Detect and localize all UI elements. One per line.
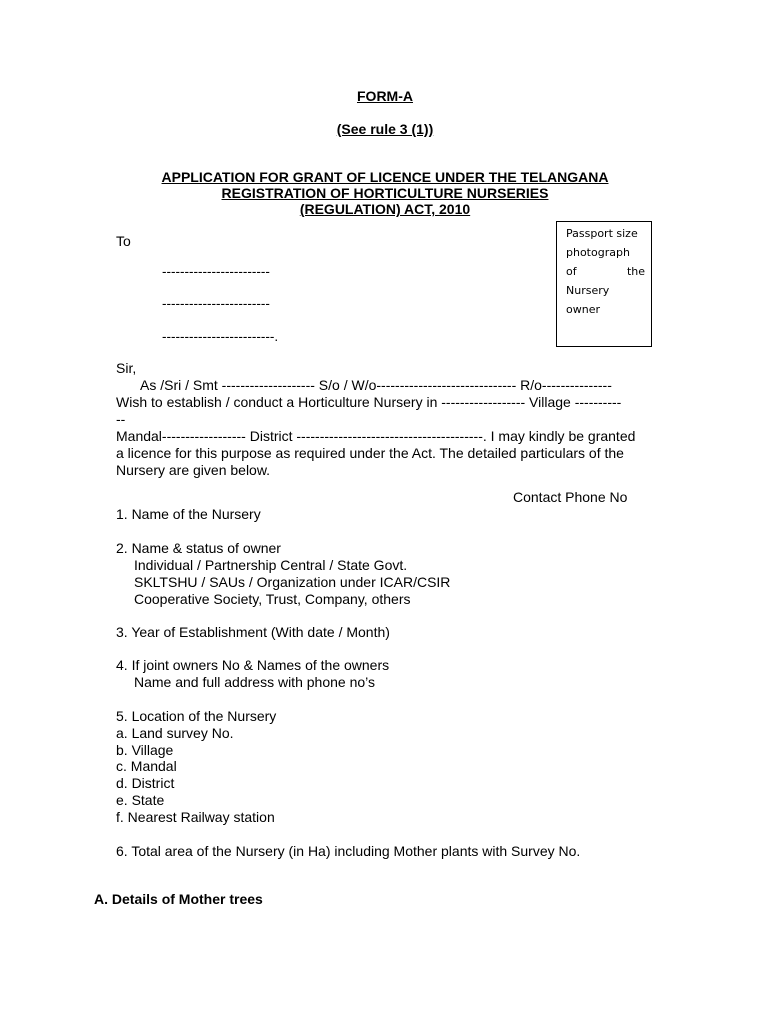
item-5-location: 5. Location of the Nursery — [116, 708, 277, 724]
to-label: To — [116, 233, 131, 249]
item-5-sub-a: a. Land survey No. — [116, 725, 234, 741]
photo-box-line-3a: of — [566, 265, 577, 278]
photo-box-line-3 — [566, 262, 645, 281]
photo-box-line-2: photograph — [566, 246, 630, 259]
address-line-2: ------------------------ — [162, 296, 270, 311]
address-line-1: ------------------------ — [162, 264, 270, 279]
letter-line-2: Wish to establish / conduct a Horticulture Nursery in ------------------ Village ---------- — [116, 394, 622, 410]
rule-reference: (See rule 3 (1)) — [336, 121, 434, 137]
photo-box-line-3b: the — [626, 265, 645, 278]
heading-line-3: (REGULATION) ACT, 2010 — [299, 201, 471, 217]
address-line-3: -------------------------. — [162, 329, 279, 344]
letter-line-4: Mandal------------------ District ----------------------------------------. I may kindly be granted — [116, 428, 636, 444]
item-2-owner-status: 2. Name & status of owner — [116, 540, 281, 556]
contact-phone-label: Contact Phone No — [513, 489, 628, 505]
item-4-joint-owners: 4. If joint owners No & Names of the owners — [116, 657, 390, 673]
item-5-sub-d: d. District — [116, 775, 175, 791]
heading-line-1: APPLICATION FOR GRANT OF LICENCE UNDER THE TELANGANA — [161, 169, 609, 185]
item-5-sub-f: f. Nearest Railway station — [116, 809, 275, 825]
letter-line-1: As /Sri / Smt -------------------- S/o / W/o------------------------------ R/o--------------- — [140, 377, 612, 393]
form-title: FORM-A — [357, 88, 413, 104]
item-2-sub-1: Individual / Partnership Central / State Govt. — [134, 557, 408, 573]
photo-box-line-4: Nursery — [566, 284, 610, 297]
item-6-total-area: 6. Total area of the Nursery (in Ha) including Mother plants with Survey No. — [116, 843, 581, 859]
photo-box-line-1: Passport size — [566, 227, 638, 240]
item-3-year-established: 3. Year of Establishment (With date / Month) — [116, 624, 390, 640]
letter-body — [116, 377, 697, 479]
item-5-sub-e: e. State — [116, 792, 165, 808]
letter-line-5: a licence for this purpose as required under the Act. The detailed particulars of the — [116, 445, 624, 461]
item-5-sub-b: b. Village — [116, 742, 174, 758]
heading-line-2: REGISTRATION OF HORTICULTURE NURSERIES — [221, 185, 549, 201]
passport-photo-box — [556, 221, 652, 347]
item-2-sub-3: Cooperative Society, Trust, Company, others — [134, 591, 411, 607]
item-4-sub: Name and full address with phone no’s — [134, 674, 376, 690]
item-1-nursery-name: 1. Name of the Nursery — [116, 506, 261, 522]
item-5-sub-c: c. Mandal — [116, 758, 177, 774]
section-a-heading: A. Details of Mother trees — [94, 891, 263, 907]
photo-box-line-5: owner — [566, 303, 600, 316]
letter-line-3: -- — [116, 411, 126, 427]
item-2-sub-2: SKLTSHU / SAUs / Organization under ICAR/CSIR — [134, 574, 451, 590]
letter-line-6: Nursery are given below. — [116, 462, 271, 478]
salutation: Sir, — [116, 360, 137, 376]
